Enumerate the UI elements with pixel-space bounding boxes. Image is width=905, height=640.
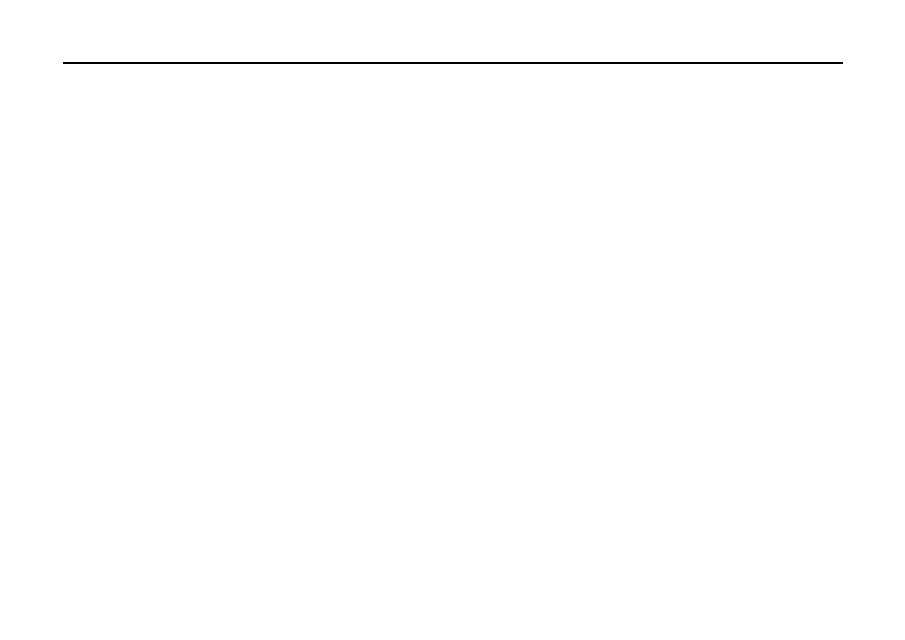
column-number-header [272, 63, 339, 64]
column-number-header [98, 63, 272, 64]
column-number-header-row [64, 63, 843, 64]
column-number-header [339, 63, 510, 64]
apartment-buildings-table [63, 62, 843, 64]
column-number-header [510, 63, 633, 64]
column-number-header [702, 63, 843, 64]
column-number-header [633, 63, 702, 64]
column-number-header [64, 63, 98, 64]
